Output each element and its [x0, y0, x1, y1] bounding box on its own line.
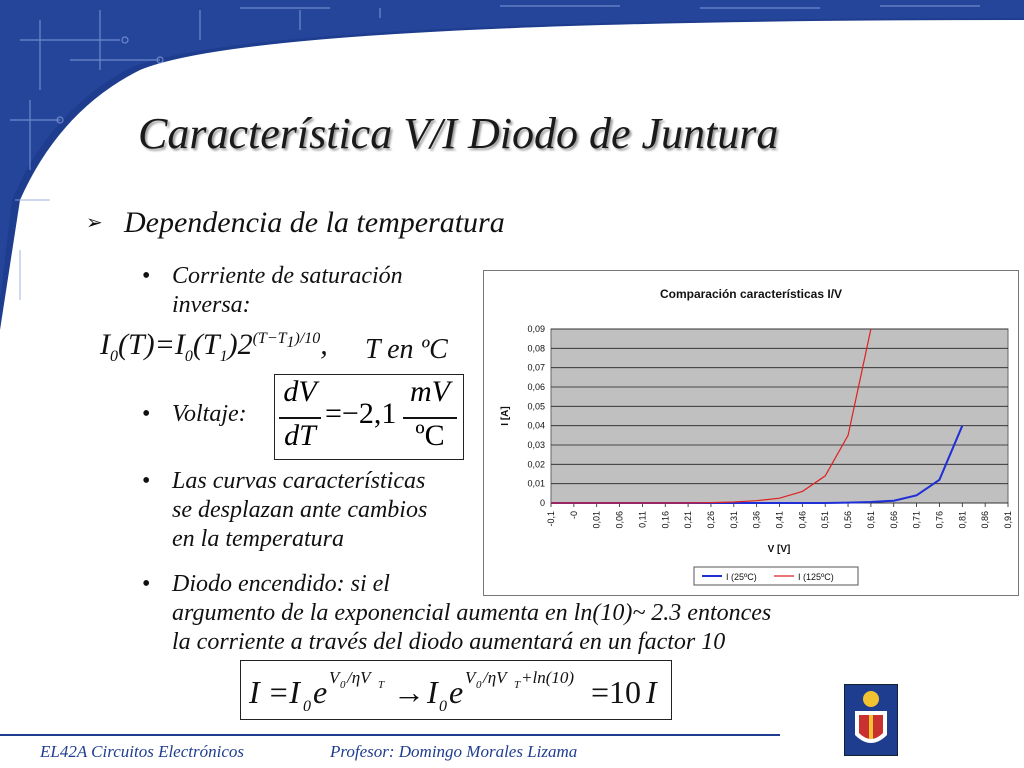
svg-text:e: e: [449, 674, 464, 710]
sub-bullet-saturation: [142, 262, 403, 320]
x-tick-label: 0,76: [934, 511, 945, 529]
svg-text:→: →: [393, 674, 425, 710]
sub-bullet-text: inversa:: [172, 292, 251, 318]
svg-text:0: 0: [476, 679, 482, 691]
x-tick-label: 0,06: [614, 511, 625, 529]
iv-comparison-chart: [484, 271, 1018, 595]
svg-text:/ηV: /ηV: [483, 668, 507, 687]
svg-text:V: V: [329, 668, 340, 687]
x-axis-label: V [V]: [767, 544, 791, 555]
svg-text:=10: =10: [591, 674, 642, 710]
degree-c-denominator: ºC: [415, 419, 445, 452]
svg-text:T: T: [514, 679, 521, 691]
sub-bullet-text: Voltaje:: [172, 401, 247, 427]
footer-course: EL42A Circuitos Electrónicos: [40, 742, 244, 761]
x-tick-label: 0,81: [957, 511, 968, 529]
x-tick-label: 0,56: [843, 511, 854, 529]
plot-area: [551, 329, 1008, 503]
exponential-formula-graphic: [241, 661, 671, 719]
mv-numerator: mV: [410, 375, 450, 408]
y-tick-label: 0,07: [527, 362, 545, 373]
coefficient-value: =−2,1: [325, 397, 397, 430]
temperature-units-label: T en ºC: [365, 334, 448, 365]
x-tick-label: 0,66: [888, 511, 899, 529]
y-axis-label: I [A]: [500, 406, 511, 426]
x-tick-label: -0: [568, 511, 579, 520]
main-bullet-text: Dependencia de la temperatura: [124, 206, 505, 239]
sub-bullet-text: Corriente de saturación: [172, 263, 403, 289]
sub-bullet-text: Las curvas características: [172, 468, 426, 494]
x-tick-label: 0,86: [980, 511, 991, 529]
svg-text:I: I: [646, 674, 657, 710]
y-tick-label: 0,08: [527, 343, 545, 354]
svg-text:+ln(10): +ln(10): [521, 668, 575, 687]
chart-title: Comparación características I/V: [659, 287, 843, 301]
y-tick-label: 0,05: [527, 401, 545, 412]
svg-text:e: e: [313, 674, 328, 710]
x-tick-label: 0,01: [591, 511, 602, 529]
svg-text:V: V: [465, 668, 476, 687]
bullet-dot-icon: •: [142, 571, 151, 597]
saturation-current-equation: $I_0(T)=I_0(T_1)2^{(T-T_1)/10}$,: [100, 328, 328, 365]
arrow-bullet-icon: ➢: [86, 212, 103, 234]
legend-label-25c: I (25ºC): [726, 572, 757, 582]
dv-numerator: dV: [283, 375, 317, 408]
footer-divider: [0, 734, 780, 736]
y-tick-label: 0,06: [527, 382, 545, 392]
dt-denominator: dT: [284, 419, 316, 452]
x-tick-label: 0,46: [797, 511, 808, 529]
footer-professor: Profesor: Domingo Morales Lizama: [330, 742, 578, 761]
x-tick-label: 0,31: [728, 511, 739, 529]
slide-title: Característica V/I Diodo de Juntura: [138, 109, 779, 158]
sub-bullet-text: en la temperatura: [172, 526, 344, 552]
svg-text:0: 0: [303, 698, 311, 715]
x-tick-label: 0,16: [660, 511, 671, 529]
svg-text:0: 0: [340, 679, 346, 691]
sub-bullet-text: la corriente a través del diodo aumentará en un factor 10: [172, 629, 726, 655]
x-tick-label: 0,71: [911, 511, 922, 529]
sub-bullet-voltage: [142, 400, 247, 429]
crest-icon: [845, 685, 897, 755]
y-tick-label: 0,02: [527, 459, 545, 470]
x-tick-label: 0,11: [637, 511, 648, 528]
iv-chart-panel: [483, 270, 1019, 596]
main-bullet: [86, 206, 505, 240]
svg-text:I =I: I =I: [249, 674, 300, 710]
y-tick-label: 0: [539, 498, 545, 508]
y-tick-label: 0,03: [527, 440, 545, 450]
x-tick-label: 0,26: [705, 511, 716, 529]
sub-bullet-text: se desplazan ante cambios: [172, 497, 428, 523]
x-tick-label: 0,41: [774, 511, 785, 529]
university-logo: [844, 684, 898, 756]
y-tick-label: 0,09: [527, 324, 545, 334]
sub-bullet-text: Diodo encendido: si el: [172, 571, 390, 597]
x-tick-label: 0,61: [865, 511, 876, 529]
bullet-dot-icon: •: [142, 468, 151, 494]
svg-text:I: I: [427, 674, 438, 710]
y-tick-label: 0,04: [527, 420, 545, 431]
svg-text:0: 0: [439, 698, 447, 715]
x-tick-label: 0,51: [820, 511, 831, 529]
sub-bullet-curves: [142, 467, 428, 554]
voltage-coefficient-formula: [274, 374, 464, 460]
sub-bullet-text: argumento de la exponencial aumenta en ln(10)~ 2.3 entonces: [172, 600, 772, 626]
exponential-current-formula: [240, 660, 672, 720]
x-tick-label: 0,36: [751, 511, 762, 529]
y-tick-label: 0,01: [527, 478, 545, 489]
bullet-dot-icon: •: [142, 263, 151, 289]
svg-text:T: T: [378, 679, 385, 691]
legend-label-125c: I (125ºC): [798, 572, 834, 582]
x-tick-label: 0,21: [683, 511, 694, 529]
x-tick-label: -0,1: [546, 511, 556, 527]
x-tick-label: 0,91: [1003, 511, 1013, 529]
bullet-dot-icon: •: [142, 401, 151, 427]
svg-text:/ηV: /ηV: [347, 668, 371, 687]
